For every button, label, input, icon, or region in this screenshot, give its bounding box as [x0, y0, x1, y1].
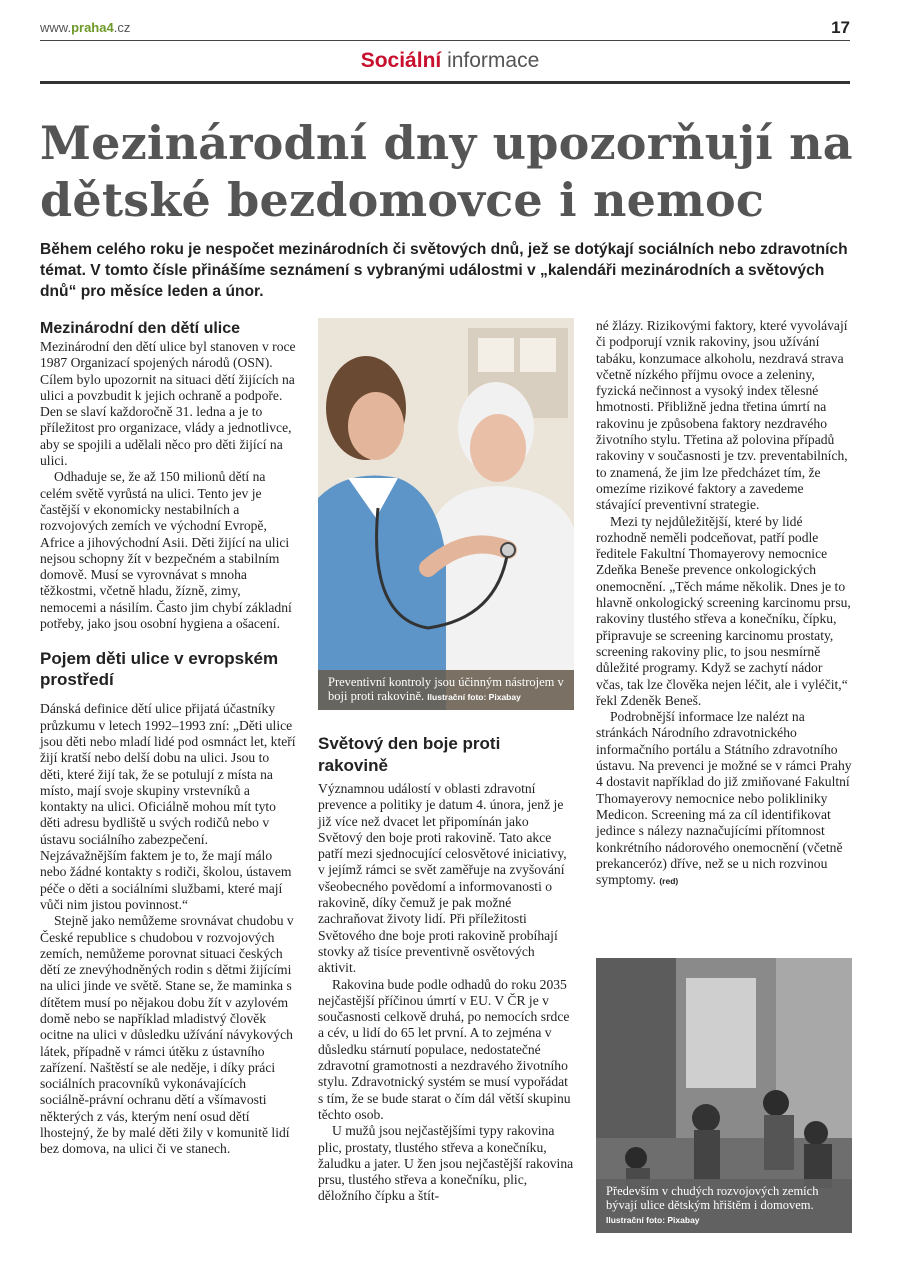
article-column-3 [596, 318, 852, 889]
paragraph: né žlázy. Rizikovými faktory, které vyvolávají či podporují vznik rakoviny, jsou užívání tabáku, konzumace alkoholu, nezdravá strava včetně nízkého příjmu ovoce a zeleniny, fyzická nečinnost a vysoký index tělesné hmotnosti. Přibližně jedna třetina úmrtí na rakovinu je způsobena faktory nezdravého životního stylu. Třetina až polovina případů rakoviny v současnosti je tzv. preventabilních, to znamená, že jim lze předcházet tím, že omezíme rizikové faktory a zavedeme stávající preventivní strategie. [596, 318, 848, 513]
paragraph: Rakovina bude podle odhadů do roku 2035 nejčastější příčinou úmrtí v EU. V ČR je v současnosti celkově druhá, po nemocích srdce a cév, u lidí do 65 let první. A to zejména v důsledku stárnutí populace, nedostatečné zdravotní gramotnosti a nezdravého životního stylu. Zdravotnický systém se musí vypořádat s tím, že se bude starat o čím dál větší skupinu těchto osob. [318, 976, 571, 1122]
paragraph: U mužů jsou nejčastějšími typy rakovina plic, prostaty, tlustého střeva a konečníku, žaludku a jater. U žen jsou nejčastější rakovina prsu, tlustého střeva a konečníku, plic, děložního čípku a štít- [318, 1123, 574, 1204]
paragraph: Mezinárodní den dětí ulice byl stanoven v roce 1987 Organizací spojených národů (OSN). Cílem bylo upozornit na situaci dětí žijících na ulici a povzbudit k jejich ochraně a podpoře. Den se slaví každoročně 31. ledna a je to příležitost pro organizace, vlády a jednotlivce, aby se spojili a udělali něco pro děti žijící na ulici. [40, 339, 296, 469]
photo-caption: Preventivní kontroly jsou účinným nástrojem v boji proti rakovině. Ilustrační foto: Pixabay [318, 670, 574, 710]
section-divider [40, 81, 850, 84]
section-title-bold: Sociální [360, 49, 442, 72]
paragraph: Stejně jako nemůžeme srovnávat chudobu v České republice s chudobou v rozvojových zemích, nemůžeme porovnat situaci českých dětí ze znevýhodněných rodin s dětmi žijícími na ulici jinde ve světě. Stane se, že maminka s dítětem musí po nějakou dobu žít v azylovém domě nebo se například mladistvý člověk ocitne na ulici v důsledku užívání návykových látek, případně v rámci útěku z ústavního zařízení. Naštěstí se ale neděje, i díky práci sociálních pracovníků vykonávajících sociálně-právní ochranu dětí a všímavosti některých z vás, kterým není osud dětí lhostejný, že by malé děti žily v komunitě lidí bez domova, na ulici či ve stanech. [40, 913, 294, 1157]
photo-credit: Ilustrační foto: Pixabay [427, 692, 521, 702]
paragraph: Mezi ty nejdůležitější, které by lidé rozhodně neměli podceňovat, patří podle ředitele Fakultní Thomayerovy nemocnice Zdeňka Beneše prevence onkologických onemocnění. „Těch máme několik. Dnes je to hlavně onkologický screening karcinomu prsu, rakoviny tlustého střeva a konečníku, čípku, připravuje se screening karcinomu prostaty, screening rakoviny plic, to jsou nesmírně důležité programy. Když se zachytí nádor včas, tak lze člověka nejen léčit, ale i vyléčit,“ řekl Zdeněk Beneš. [596, 513, 851, 708]
paragraph: Podrobnější informace lze nalézt na stránkách Národního zdravotnického informačního portálu a Státního zdravotního ústavu. Na prevenci je možné se v rámci Prahy 4 dostavit například do již zmiňované Fakultní Thomayerovy nemocnice nebo polikliniky Medicon. Screening má za cíl identifikovat jedince s nálezy naznačujícími přítomnost konkrétního nádorového onemocnění (včetně prekanceróz) dříve, než se u nich rozvinou symptomy. (red) [596, 709, 852, 888]
article-headline: Mezinárodní dny upozorňují na dětské bezdomovce i nemoc [40, 116, 853, 227]
section-title-light: informace [447, 49, 540, 72]
subheading-street-children-europe: Pojem děti ulice v evropském prostředí [40, 649, 279, 690]
photo-doctor-patient [318, 318, 574, 710]
photo-caption: Především v chudých rozvojových zemích bývají ulice dětským hřištěm i domovem. Ilustrační foto: Pixabay [596, 1179, 852, 1233]
article-column-1 [40, 318, 296, 1158]
photo-doctor-patient-illustration [318, 318, 574, 710]
article-column-2 [318, 733, 574, 1205]
paragraph: Dánská definice dětí ulice přijatá účastníky průzkumu v letech 1992–1993 zní: „Děti ulice jsou děti nebo mladí lidé pod osmnáct let, kteří žijí kratší nebo delší dobu na ulici. Jsou to děti, které žijí tak, že se potulují z místa na místo, mají svoje skupiny vrstevníků a kontakty na ulici. Oficiálně mohou mít tyto děti adresu bydliště u svých rodičů nebo v ústavu sociálního zabezpečení. Nejzávažnějším faktem je to, že mají málo nebo žádné kontakty s rodiči, školou, ústavem péče o děti a sociálními službami, které mají vůči nim jistou povinnost.“ [40, 701, 296, 912]
site-url[interactable]: www.praha4.cz [40, 20, 131, 35]
page-header [40, 18, 850, 40]
photo-street-children [596, 958, 852, 1233]
page-number: 17 [831, 18, 850, 37]
section-title [0, 49, 900, 73]
subheading-world-cancer-day: Světový den boje proti rakovině [318, 734, 501, 775]
header-divider [40, 40, 850, 41]
subheading-street-children-day: Mezinárodní den dětí ulice [40, 320, 241, 337]
article-lead: Během celého roku je nespočet mezinárodních či světových dnů, jež se dotýkají sociálních nebo zdravotních témat. V tomto čísle přinášíme seznámení s vybranými událostmi v „kalendáři mezinárodních a světových dnů“ pro měsíce leden a únor. [40, 241, 848, 300]
photo-credit: Ilustrační foto: Pixabay [606, 1215, 700, 1225]
paragraph: Odhaduje se, že až 150 milionů dětí na celém světě vyrůstá na ulici. Tento jev je častější v ekonomicky nestabilních a rozvojových zemích ve východní Evropě, Africe a jihovýchodní Asii. Děti žijící na ulici nejsou schopny žít v bezpečném a stabilním domově. Musí se vyrovnávat s mnoha těžkostmi, včetně hladu, žízně, zimy, nemocemi a násilím. Často jim chybí základní potřeby, jako jsou osobní hygiena a ošacení. [40, 469, 292, 632]
paragraph: Významnou událostí v oblasti zdravotní prevence a politiky je datum 4. února, jenž je již více než dvacet let připomínán jako Světový den boje proti rakovině. Tato akce patří mezi sjednocující celosvětové iniciativy, v jejímž rámci se svět zaměřuje na zvyšování všeobecného povědomí a informovanosti o rakovině, díky čemuž je pak možné zachraňovat životy lidí. Při příležitosti Světového dne boje proti rakovině probíhají stovky až tisíce preventivně osvětových aktivit. [318, 781, 567, 976]
author-signature: (red) [659, 876, 679, 887]
